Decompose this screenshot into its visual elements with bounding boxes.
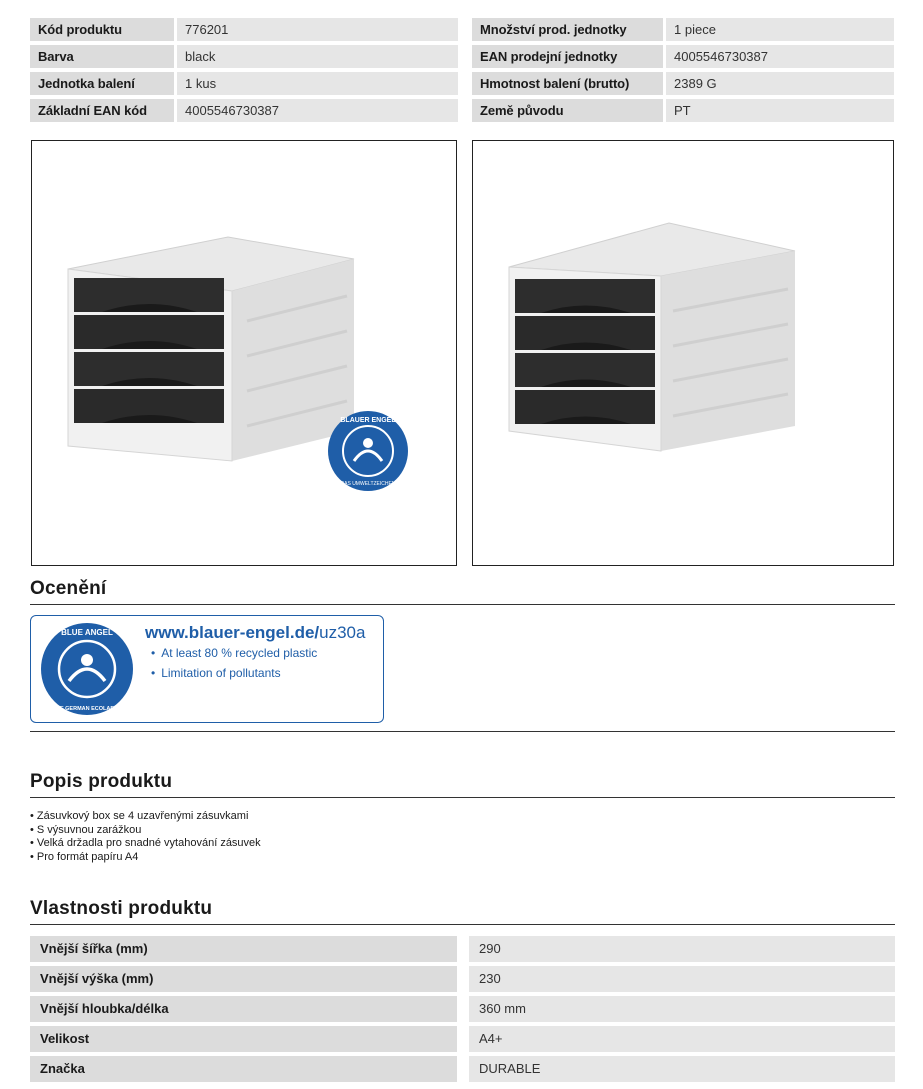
property-key: Velikost bbox=[30, 1026, 457, 1052]
properties-table bbox=[30, 936, 895, 1086]
award-point: • At least 80 % recycled plastic bbox=[151, 646, 317, 660]
property-key: Vnější hloubka/délka bbox=[30, 996, 457, 1022]
spec-row bbox=[30, 45, 458, 68]
award-points bbox=[151, 646, 317, 686]
property-value: A4+ bbox=[469, 1026, 895, 1052]
blue-angel-award-card bbox=[30, 615, 384, 723]
description-list bbox=[30, 810, 261, 864]
section-title-description: Popis produktu bbox=[30, 771, 895, 798]
list-item: • S výsuvnou zarážkou bbox=[30, 824, 261, 838]
property-value: 360 mm bbox=[469, 996, 895, 1022]
section-title-awards: Ocenění bbox=[30, 578, 895, 605]
spec-key: Země původu bbox=[472, 99, 663, 122]
spec-key: EAN prodejní jednotky bbox=[472, 45, 663, 68]
spec-value: PT bbox=[666, 99, 894, 122]
spec-value: 4005546730387 bbox=[666, 45, 894, 68]
spec-value: 1 kus bbox=[177, 72, 458, 95]
list-item: • Velká držadla pro snadné vytahování zásuvek bbox=[30, 837, 261, 851]
blue-angel-badge-icon bbox=[39, 621, 135, 717]
property-value: 230 bbox=[469, 966, 895, 992]
list-item: • Pro formát papíru A4 bbox=[30, 851, 261, 865]
property-key: Vnější šířka (mm) bbox=[30, 936, 457, 962]
spec-row bbox=[472, 18, 894, 41]
spec-row bbox=[30, 99, 458, 122]
award-badge-top-text: BLUE ANGEL bbox=[61, 628, 113, 637]
product-image-angle[interactable] bbox=[472, 140, 894, 566]
award-point: • Limitation of pollutants bbox=[151, 666, 317, 680]
spec-row bbox=[472, 72, 894, 95]
spec-value: 2389 G bbox=[666, 72, 894, 95]
product-image-front[interactable] bbox=[31, 140, 457, 566]
drawer-box-illustration bbox=[32, 141, 456, 565]
divider bbox=[30, 731, 895, 732]
section-title-properties: Vlastnosti produktu bbox=[30, 898, 895, 925]
badge-bottom-text: DAS UMWELTZEICHEN bbox=[340, 481, 396, 487]
property-value: DURABLE bbox=[469, 1056, 895, 1082]
spec-value: 776201 bbox=[177, 18, 458, 41]
table-row bbox=[30, 996, 895, 1022]
list-item: • Zásuvkový box se 4 uzavřenými zásuvkami bbox=[30, 810, 261, 824]
award-url-domain: www.blauer-engel.de/ bbox=[145, 623, 320, 642]
award-url[interactable] bbox=[145, 623, 365, 643]
spec-value: black bbox=[177, 45, 458, 68]
spec-key: Hmotnost balení (brutto) bbox=[472, 72, 663, 95]
award-url-path: uz30a bbox=[319, 623, 366, 642]
award-badge-bottom-text: THE GERMAN ECOLABEL bbox=[52, 706, 122, 712]
spec-key: Jednotka balení bbox=[30, 72, 174, 95]
spec-key: Základní EAN kód bbox=[30, 99, 174, 122]
property-value: 290 bbox=[469, 936, 895, 962]
property-key: Značka bbox=[30, 1056, 457, 1082]
spec-row bbox=[472, 99, 894, 122]
table-row bbox=[30, 966, 895, 992]
spec-table-left bbox=[30, 18, 458, 126]
spec-table-right bbox=[472, 18, 894, 126]
spec-row bbox=[30, 72, 458, 95]
drawer-box-illustration bbox=[473, 141, 893, 565]
property-key: Vnější výška (mm) bbox=[30, 966, 457, 992]
table-row bbox=[30, 1026, 895, 1052]
spec-value: 1 piece bbox=[666, 18, 894, 41]
spec-row bbox=[30, 18, 458, 41]
spec-row bbox=[472, 45, 894, 68]
badge-top-text: BLAUER ENGEL bbox=[340, 417, 396, 424]
spec-key: Kód produktu bbox=[30, 18, 174, 41]
spec-key: Množství prod. jednotky bbox=[472, 18, 663, 41]
spec-key: Barva bbox=[30, 45, 174, 68]
table-row bbox=[30, 936, 895, 962]
spec-value: 4005546730387 bbox=[177, 99, 458, 122]
table-row bbox=[30, 1056, 895, 1082]
